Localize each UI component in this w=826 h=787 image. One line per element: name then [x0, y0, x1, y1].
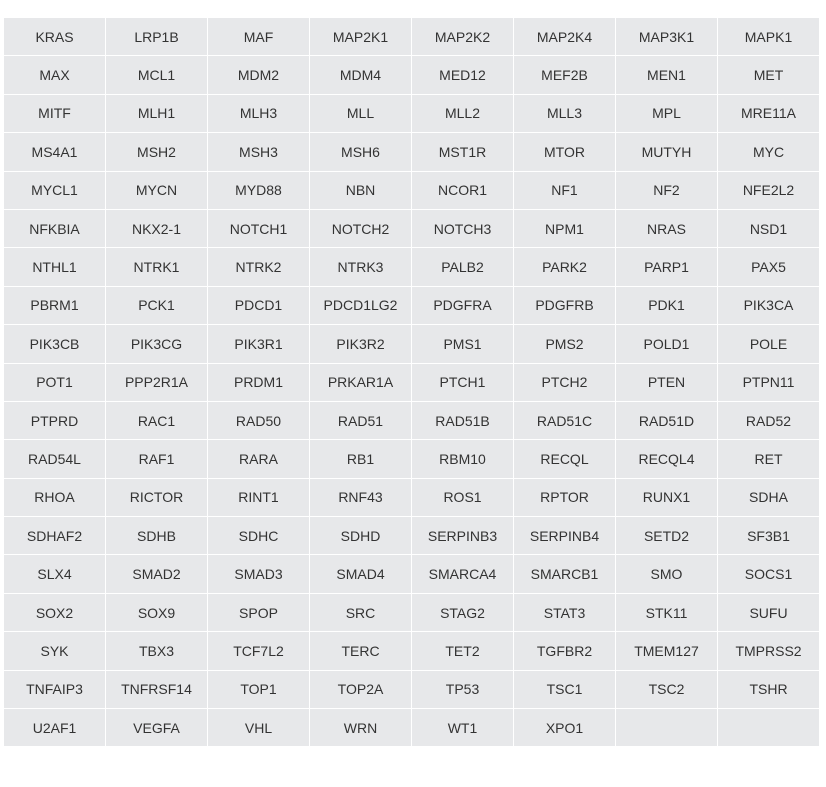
gene-cell: SYK	[4, 632, 106, 670]
gene-cell: MAP3K1	[616, 18, 718, 56]
gene-cell: PDCD1LG2	[310, 286, 412, 324]
gene-cell: MSH6	[310, 133, 412, 171]
table-row	[4, 709, 820, 747]
gene-cell: SMO	[616, 555, 718, 593]
table-row	[4, 478, 820, 516]
table-row	[4, 286, 820, 324]
gene-cell: MLH1	[106, 94, 208, 132]
gene-cell: MUTYH	[616, 133, 718, 171]
gene-cell: SDHD	[310, 517, 412, 555]
gene-cell: SDHAF2	[4, 517, 106, 555]
gene-cell: SF3B1	[718, 517, 820, 555]
table-row	[4, 440, 820, 478]
gene-cell: MEN1	[616, 56, 718, 94]
gene-cell: PMS1	[412, 325, 514, 363]
gene-cell: SMARCB1	[514, 555, 616, 593]
table-row	[4, 56, 820, 94]
gene-cell: MYCN	[106, 171, 208, 209]
table-row	[4, 325, 820, 363]
gene-cell: RAD51D	[616, 401, 718, 439]
gene-cell: WT1	[412, 709, 514, 747]
gene-cell: PTPRD	[4, 401, 106, 439]
gene-cell: MSH3	[208, 133, 310, 171]
gene-cell: TOP1	[208, 670, 310, 708]
gene-cell: MYCL1	[4, 171, 106, 209]
gene-cell: SERPINB4	[514, 517, 616, 555]
gene-cell: RB1	[310, 440, 412, 478]
table-row	[4, 593, 820, 631]
gene-cell: NTRK1	[106, 248, 208, 286]
gene-cell: NKX2-1	[106, 209, 208, 247]
gene-cell: NTRK3	[310, 248, 412, 286]
gene-cell: MRE11A	[718, 94, 820, 132]
gene-cell: XPO1	[514, 709, 616, 747]
gene-cell: PARP1	[616, 248, 718, 286]
gene-cell: TMPRSS2	[718, 632, 820, 670]
gene-cell: PDGFRA	[412, 286, 514, 324]
table-row	[4, 363, 820, 401]
gene-cell: NTRK2	[208, 248, 310, 286]
gene-cell: MCL1	[106, 56, 208, 94]
gene-cell: PMS2	[514, 325, 616, 363]
gene-cell: RET	[718, 440, 820, 478]
gene-cell: SDHB	[106, 517, 208, 555]
gene-cell: MSH2	[106, 133, 208, 171]
gene-cell: RNF43	[310, 478, 412, 516]
table-row	[4, 171, 820, 209]
gene-cell: SMAD2	[106, 555, 208, 593]
table-row	[4, 632, 820, 670]
gene-cell: SLX4	[4, 555, 106, 593]
gene-cell: SOX9	[106, 593, 208, 631]
gene-cell: NOTCH2	[310, 209, 412, 247]
gene-cell: PCK1	[106, 286, 208, 324]
gene-cell: MPL	[616, 94, 718, 132]
gene-cell: RAD52	[718, 401, 820, 439]
gene-cell: SOCS1	[718, 555, 820, 593]
gene-cell: TNFRSF14	[106, 670, 208, 708]
gene-cell: SRC	[310, 593, 412, 631]
gene-cell: NF2	[616, 171, 718, 209]
gene-cell: RECQL4	[616, 440, 718, 478]
gene-cell: PPP2R1A	[106, 363, 208, 401]
gene-cell: RARA	[208, 440, 310, 478]
gene-cell: PAX5	[718, 248, 820, 286]
gene-cell: PDGFRB	[514, 286, 616, 324]
gene-cell: SUFU	[718, 593, 820, 631]
gene-cell: MTOR	[514, 133, 616, 171]
gene-cell: MAF	[208, 18, 310, 56]
gene-cell: RAC1	[106, 401, 208, 439]
gene-cell: POLD1	[616, 325, 718, 363]
gene-cell: RAD51	[310, 401, 412, 439]
table-row	[4, 209, 820, 247]
gene-cell: ROS1	[412, 478, 514, 516]
gene-cell: TNFAIP3	[4, 670, 106, 708]
gene-cell: NBN	[310, 171, 412, 209]
gene-cell: PTPN11	[718, 363, 820, 401]
gene-cell: RUNX1	[616, 478, 718, 516]
gene-cell: TSHR	[718, 670, 820, 708]
gene-cell: MDM4	[310, 56, 412, 94]
gene-cell: MYD88	[208, 171, 310, 209]
gene-cell: NCOR1	[412, 171, 514, 209]
gene-cell: RAD50	[208, 401, 310, 439]
gene-cell: MAPK1	[718, 18, 820, 56]
gene-cell: MED12	[412, 56, 514, 94]
gene-cell: TGFBR2	[514, 632, 616, 670]
gene-cell: PRKAR1A	[310, 363, 412, 401]
table-row	[4, 18, 820, 56]
gene-cell: PIK3R1	[208, 325, 310, 363]
gene-cell: MYC	[718, 133, 820, 171]
gene-cell: PTEN	[616, 363, 718, 401]
table-row	[4, 94, 820, 132]
gene-cell: PIK3CA	[718, 286, 820, 324]
gene-cell: NTHL1	[4, 248, 106, 286]
gene-cell: TSC1	[514, 670, 616, 708]
gene-cell: PBRM1	[4, 286, 106, 324]
gene-cell: VEGFA	[106, 709, 208, 747]
gene-cell: STAT3	[514, 593, 616, 631]
gene-cell: MST1R	[412, 133, 514, 171]
gene-cell: NRAS	[616, 209, 718, 247]
gene-cell: TCF7L2	[208, 632, 310, 670]
gene-cell: RHOA	[4, 478, 106, 516]
gene-cell: PIK3CG	[106, 325, 208, 363]
gene-cell: MLH3	[208, 94, 310, 132]
table-row	[4, 401, 820, 439]
gene-cell: RAD54L	[4, 440, 106, 478]
gene-cell: PARK2	[514, 248, 616, 286]
gene-cell: SMARCA4	[412, 555, 514, 593]
gene-cell: PDK1	[616, 286, 718, 324]
gene-cell: PIK3R2	[310, 325, 412, 363]
gene-cell: RAF1	[106, 440, 208, 478]
gene-table	[3, 17, 820, 747]
gene-cell: MAX	[4, 56, 106, 94]
gene-cell: TET2	[412, 632, 514, 670]
gene-cell: RPTOR	[514, 478, 616, 516]
gene-cell: LRP1B	[106, 18, 208, 56]
empty-cell	[718, 709, 820, 747]
gene-cell: TBX3	[106, 632, 208, 670]
gene-cell: PIK3CB	[4, 325, 106, 363]
gene-cell: SETD2	[616, 517, 718, 555]
gene-cell: NFE2L2	[718, 171, 820, 209]
gene-cell: NF1	[514, 171, 616, 209]
gene-cell: MEF2B	[514, 56, 616, 94]
gene-cell: SMAD4	[310, 555, 412, 593]
gene-cell: POLE	[718, 325, 820, 363]
gene-cell: RAD51B	[412, 401, 514, 439]
gene-cell: PALB2	[412, 248, 514, 286]
gene-cell: TMEM127	[616, 632, 718, 670]
gene-cell: PRDM1	[208, 363, 310, 401]
gene-cell: NPM1	[514, 209, 616, 247]
gene-cell: NFKBIA	[4, 209, 106, 247]
gene-cell: SDHC	[208, 517, 310, 555]
gene-cell: MLL2	[412, 94, 514, 132]
gene-cell: SMAD3	[208, 555, 310, 593]
table-row	[4, 133, 820, 171]
gene-cell: RAD51C	[514, 401, 616, 439]
gene-cell: MLL3	[514, 94, 616, 132]
gene-cell: NOTCH3	[412, 209, 514, 247]
gene-cell: STK11	[616, 593, 718, 631]
gene-cell: STAG2	[412, 593, 514, 631]
gene-cell: NOTCH1	[208, 209, 310, 247]
gene-cell: WRN	[310, 709, 412, 747]
gene-cell: SDHA	[718, 478, 820, 516]
gene-cell: PDCD1	[208, 286, 310, 324]
gene-cell: MAP2K2	[412, 18, 514, 56]
gene-cell: KRAS	[4, 18, 106, 56]
gene-cell: MS4A1	[4, 133, 106, 171]
table-row	[4, 555, 820, 593]
gene-cell: RINT1	[208, 478, 310, 516]
gene-cell: RICTOR	[106, 478, 208, 516]
gene-cell: RBM10	[412, 440, 514, 478]
gene-cell: TERC	[310, 632, 412, 670]
empty-cell	[616, 709, 718, 747]
gene-cell: MAP2K1	[310, 18, 412, 56]
gene-cell: TP53	[412, 670, 514, 708]
gene-cell: TSC2	[616, 670, 718, 708]
gene-cell: SPOP	[208, 593, 310, 631]
gene-cell: MITF	[4, 94, 106, 132]
gene-cell: SOX2	[4, 593, 106, 631]
gene-cell: MDM2	[208, 56, 310, 94]
gene-cell: RECQL	[514, 440, 616, 478]
gene-cell: TOP2A	[310, 670, 412, 708]
gene-cell: PTCH1	[412, 363, 514, 401]
gene-cell: POT1	[4, 363, 106, 401]
gene-cell: MAP2K4	[514, 18, 616, 56]
gene-cell: PTCH2	[514, 363, 616, 401]
table-row	[4, 670, 820, 708]
gene-cell: MET	[718, 56, 820, 94]
gene-cell: VHL	[208, 709, 310, 747]
gene-cell: NSD1	[718, 209, 820, 247]
gene-cell: MLL	[310, 94, 412, 132]
gene-table-body	[4, 18, 820, 747]
table-row	[4, 248, 820, 286]
table-row	[4, 517, 820, 555]
gene-cell: SERPINB3	[412, 517, 514, 555]
gene-cell: U2AF1	[4, 709, 106, 747]
